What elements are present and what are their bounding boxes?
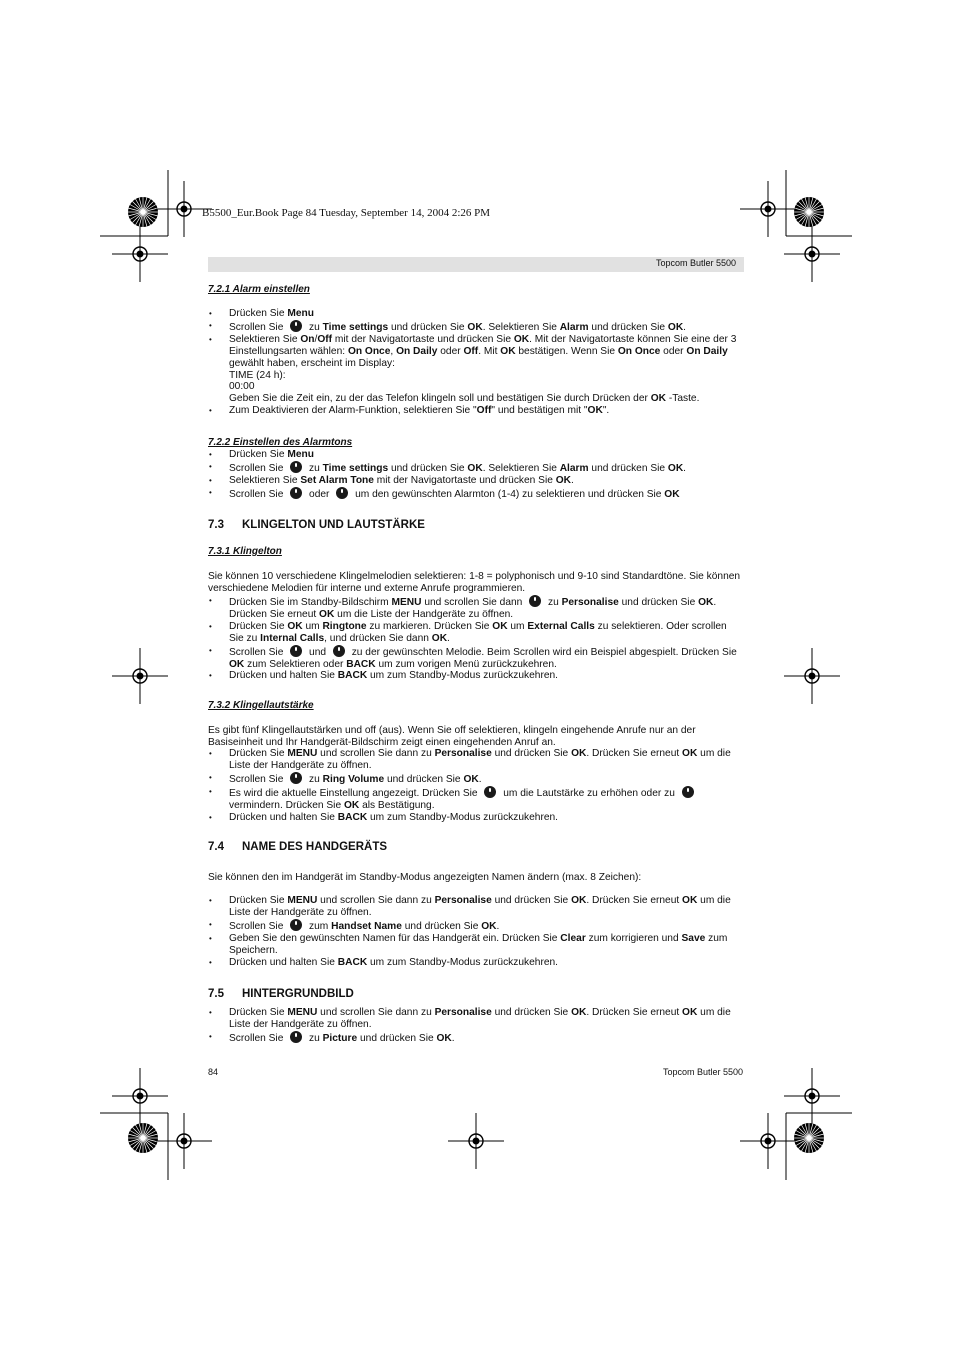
star-center (807, 1136, 812, 1141)
list-item: • Scrollen Sie zu Time settings und drücken Sie OK. Selektieren Sie Alarm und drücken Sie OK. (208, 461, 744, 475)
registration-dot (809, 251, 816, 258)
navigation-key-icon (290, 919, 302, 931)
list-item: • Drücken Sie im Standby-Bildschirm MENU und scrollen Sie dann zu Personalise und drücken Sie OK. Drücken Sie erneut OK um die Liste der Handgeräte zu öffnen. (208, 595, 744, 621)
list-7-4 (208, 895, 744, 968)
navigation-key-icon (290, 772, 302, 784)
navigation-key-icon (290, 487, 302, 499)
registration-dot (181, 1138, 188, 1145)
navigation-key-icon (290, 320, 302, 332)
list-item: • Scrollen Sie zu Time settings und drücken Sie OK. Selektieren Sie Alarm und drücken Sie OK. (208, 320, 744, 334)
list-7-2-2 (208, 449, 744, 501)
registration-dot (137, 1093, 144, 1100)
star-center (141, 1136, 146, 1141)
list-item: • Es wird die aktuelle Einstellung angezeigt. Drücken Sie um die Lautstärke zu erhöhen oder zu vermindern. Drücken Sie OK als Bestätigung. (208, 786, 744, 812)
navigation-key-icon (333, 645, 345, 657)
paragraph: Sie können den im Handgerät im Standby-Modus angezeigten Namen ändern (max. 8 Zeichen): (208, 872, 642, 883)
list-item: • Drücken und halten Sie BACK um zum Standby-Modus zurückzukehren. (208, 812, 744, 824)
registration-dot (765, 1138, 772, 1145)
running-header-bar (208, 257, 744, 272)
subsection-title-7-3-2: 7.3.2 Klingellautstärke (208, 700, 314, 711)
subsection-title-7-2-1: 7.2.1 Alarm einstellen (208, 284, 310, 295)
list-item: • Scrollen Sie zu Ring Volume und drücken Sie OK. (208, 772, 744, 786)
page-number: 84 (208, 1067, 219, 1077)
list-item: • Drücken Sie MENU und scrollen Sie dann zu Personalise und drücken Sie OK. Drücken Sie erneut OK um die Liste der Handgeräte zu öffnen. (208, 1007, 744, 1031)
registration-dot (137, 673, 144, 680)
registration-dot (809, 673, 816, 680)
navigation-key-icon (290, 1031, 302, 1043)
list-7-5 (208, 1007, 744, 1045)
list-item: • Drücken Sie MENU und scrollen Sie dann zu Personalise und drücken Sie OK. Drücken Sie erneut OK um die Liste der Handgeräte zu öffnen. (208, 895, 744, 919)
list-item: • Selektieren Sie Set Alarm Tone mit der Navigatortaste und drücken Sie OK. (208, 475, 744, 487)
running-header-title: Topcom Butler 5500 (655, 258, 736, 268)
registration-dot (473, 1138, 480, 1145)
section-heading-7-4: 7.4 NAME DES HANDGERÄTS (208, 841, 388, 853)
footer-product-name: Topcom Butler 5500 (662, 1067, 743, 1077)
list-item: • Drücken Sie Menu (208, 449, 744, 461)
navigation-key-icon (484, 786, 496, 798)
list-7-3-1 (208, 595, 744, 682)
registration-dot (181, 206, 188, 213)
section-heading-7-5: 7.5 HINTERGRUNDBILD (208, 988, 354, 1000)
list-7-2-1 (208, 308, 744, 417)
list-item: • Drücken Sie Menu (208, 308, 744, 320)
print-header: B5500_Eur.Book Page 84 Tuesday, September 14, 2004 2:26 PM (202, 207, 491, 219)
list-item: • Scrollen Sie zum Handset Name und drücken Sie OK. (208, 919, 744, 933)
section-heading-7-3: 7.3 KLINGELTON UND LAUTSTÄRKE (208, 519, 425, 531)
list-7-3-2 (208, 748, 744, 823)
list-item: • Drücken Sie MENU und scrollen Sie dann zu Personalise und drücken Sie OK. Drücken Sie erneut OK um die Liste der Handgeräte zu öffnen. (208, 748, 744, 772)
navigation-key-icon (290, 645, 302, 657)
list-item: • Scrollen Sie oder um den gewünschten Alarmton (1-4) zu selektieren und drücken Sie OK (208, 487, 744, 501)
registration-dot (765, 206, 772, 213)
list-item: • Geben Sie den gewünschten Namen für das Handgerät ein. Drücken Sie Clear zum korrigieren und Save zum Speichern. (208, 933, 744, 957)
paragraph: Es gibt fünf Klingellautstärken und off (aus). Wenn Sie off selektieren, klingeln eingehende Anrufe nur an der Basiseinheit und Ihr Handgerät-Bildschirm zeigt einen eingehenden Anruf an. (208, 725, 696, 748)
subsection-title-7-3-1: 7.3.1 Klingelton (208, 546, 282, 557)
registration-dot (137, 251, 144, 258)
list-item: • Zum Deaktivieren der Alarm-Funktion, selektieren Sie "Off" und bestätigen mit "OK". (208, 405, 744, 417)
list-item: • Drücken und halten Sie BACK um zum Standby-Modus zurückzukehren. (208, 670, 744, 682)
list-item: • Scrollen Sie zu Picture und drücken Sie OK. (208, 1031, 744, 1045)
list-item: • Drücken und halten Sie BACK um zum Standby-Modus zurückzukehren. (208, 957, 744, 969)
star-center (807, 210, 812, 215)
list-item: • Scrollen Sie und zu der gewünschten Melodie. Beim Scrollen wird ein Beispiel abgespielt. Drücken Sie OK zum Selektieren oder BACK um zum vorigen Menü zurückzukehren. (208, 645, 744, 671)
paragraph: Sie können 10 verschiedene Klingelmelodien selektieren: 1-8 = polyphonisch und 9-10 sind Standardtöne. Sie können verschiedene Melodien für interne und externe Anrufe programmieren. (208, 571, 741, 594)
list-item: • Drücken Sie OK um Ringtone zu markieren. Drücken Sie OK um External Calls zu selektieren. Oder scrollen Sie zu Internal Calls, und drücken Sie dann OK. (208, 621, 744, 645)
navigation-key-icon (290, 461, 302, 473)
star-center (141, 210, 146, 215)
registration-dot (809, 1093, 816, 1100)
navigation-key-icon (336, 487, 348, 499)
navigation-key-icon (682, 786, 694, 798)
list-item: • Selektieren Sie On/Off mit der Navigatortaste und drücken Sie OK. Mit der Navigatortaste können Sie eine der 3 Einstellungsarten wählen: On Once, On Daily oder Off. Mit OK bestätigen. Wenn Sie On Once oder On Daily gewählt haben, erscheint im Display: TIME (24 h): 00:00 Geben Sie die Zeit ein, zu der das Telefon klingeln soll und bestätigen Sie durch Drücken der OK -Taste. (208, 334, 744, 405)
subsection-title-7-2-2: 7.2.2 Einstellen des Alarmtons (208, 437, 353, 448)
navigation-key-icon (529, 595, 541, 607)
